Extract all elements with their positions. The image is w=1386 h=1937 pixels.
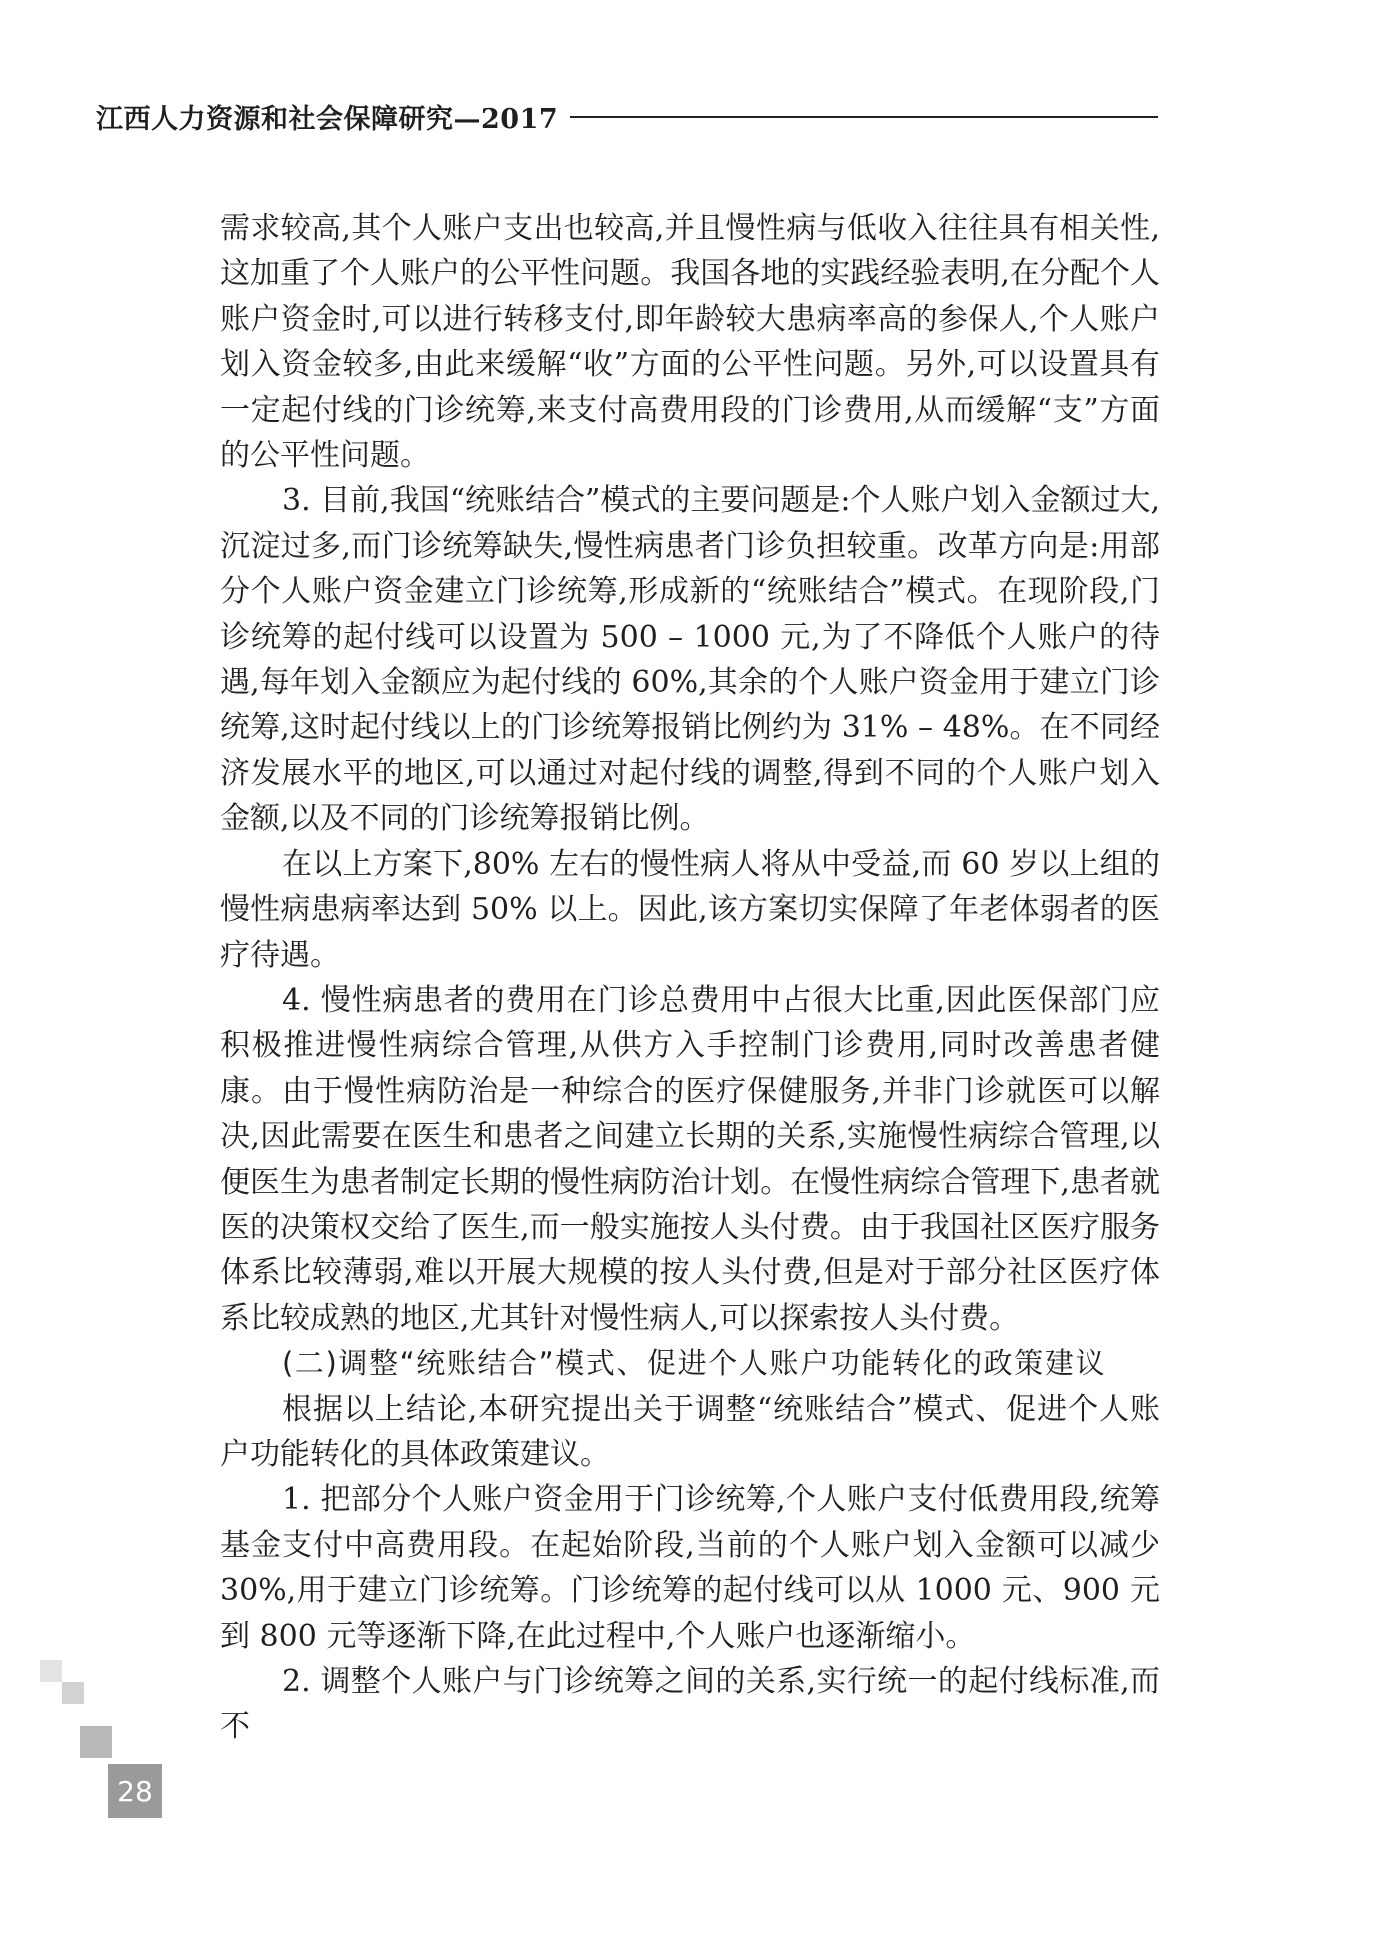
paragraph-point-4: 4. 慢性病患者的费用在门诊总费用中占很大比重,因此医保部门应积极推进慢性病综合管理,从供方入手控制门诊费用,同时改善患者健康。由于慢性病防治是一种综合的医疗保健服务,并非门诊就医可以解决,因此需要在医生和患者之间建立长期的关系,实施慢性病综合管理,以便医生为患者制定长期的慢性病防治计划。在慢性病综合管理下,患者就医的决策权交给了医生,而一般实施按人头付费。由于我国社区医疗服务体系比较薄弱,难以开展大规模的按人头付费,但是对于部分社区医疗体系比较成熟的地区,尤其针对慢性病人,可以探索按人头付费。 xyxy=(220,982,1160,1336)
paragraph-continued: 需求较高,其个人账户支出也较高,并且慢性病与低收入往往具有相关性,这加重了个人账户的公平性问题。我国各地的实践经验表明,在分配个人账户资金时,可以进行转移支付,即年龄较大患病率高的参保人,个人账户划入资金较多,由此来缓解“收”方面的公平性问题。另外,可以设置具有一定起付线的门诊统筹,来支付高费用段的门诊费用,从而缓解“支”方面的公平性问题。 xyxy=(220,211,1160,474)
paragraph-suggestion-2: 2. 调整个人账户与门诊统筹之间的关系,实行统一的起付线标准,而不 xyxy=(220,1664,1160,1745)
page-number: 28 xyxy=(108,1764,162,1818)
paragraph-benefit: 在以上方案下,80% 左右的慢性病人将从中受益,而 60 岁以上组的慢性病患病率达到 50% 以上。因此,该方案切实保障了年老体弱者的医疗待遇。 xyxy=(220,846,1160,973)
paragraph-suggestion-1: 1. 把部分个人账户资金用于门诊统筹,个人账户支付低费用段,统筹基金支付中高费用段。在起始阶段,当前的个人账户划入金额可以减少 30%,用于建立门诊统筹。门诊统筹的起付线可以从 1000 元、900 元到 800 元等逐渐下降,在此过程中,个人账户也逐渐缩小。 xyxy=(220,1482,1160,1654)
paragraph-intro: 根据以上结论,本研究提出关于调整“统账结合”模式、促进个人账户功能转化的具体政策建议。 xyxy=(220,1391,1160,1472)
decorative-square xyxy=(40,1660,62,1682)
decorative-square xyxy=(80,1726,112,1758)
running-header xyxy=(96,96,1158,136)
body-text xyxy=(220,206,1160,1750)
section-heading: (二)调整“统账结合”模式、促进个人账户功能转化的政策建议 xyxy=(282,1346,1107,1381)
header-rule xyxy=(570,116,1158,118)
paragraph-point-3: 3. 目前,我国“统账结合”模式的主要问题是:个人账户划入金额过大,沉淀过多,而门诊统筹缺失,慢性病患者门诊负担较重。改革方向是:用部分个人账户资金建立门诊统筹,形成新的“统账结合”模式。在现阶段,门诊统筹的起付线可以设置为 500 – 1000 元,为了不降低个人账户的待遇,每年划入金额应为起付线的 60%,其余的个人账户资金用于建立门诊统筹,这时起付线以上的门诊统筹报销比例约为 31% – 48%。在不同经济发展水平的地区,可以通过对起付线的调整,得到不同的个人账户划入金额,以及不同的门诊统筹报销比例。 xyxy=(220,483,1161,837)
decorative-square xyxy=(62,1682,84,1704)
header-title: 江西人力资源和社会保障研究—2017 xyxy=(96,103,559,135)
